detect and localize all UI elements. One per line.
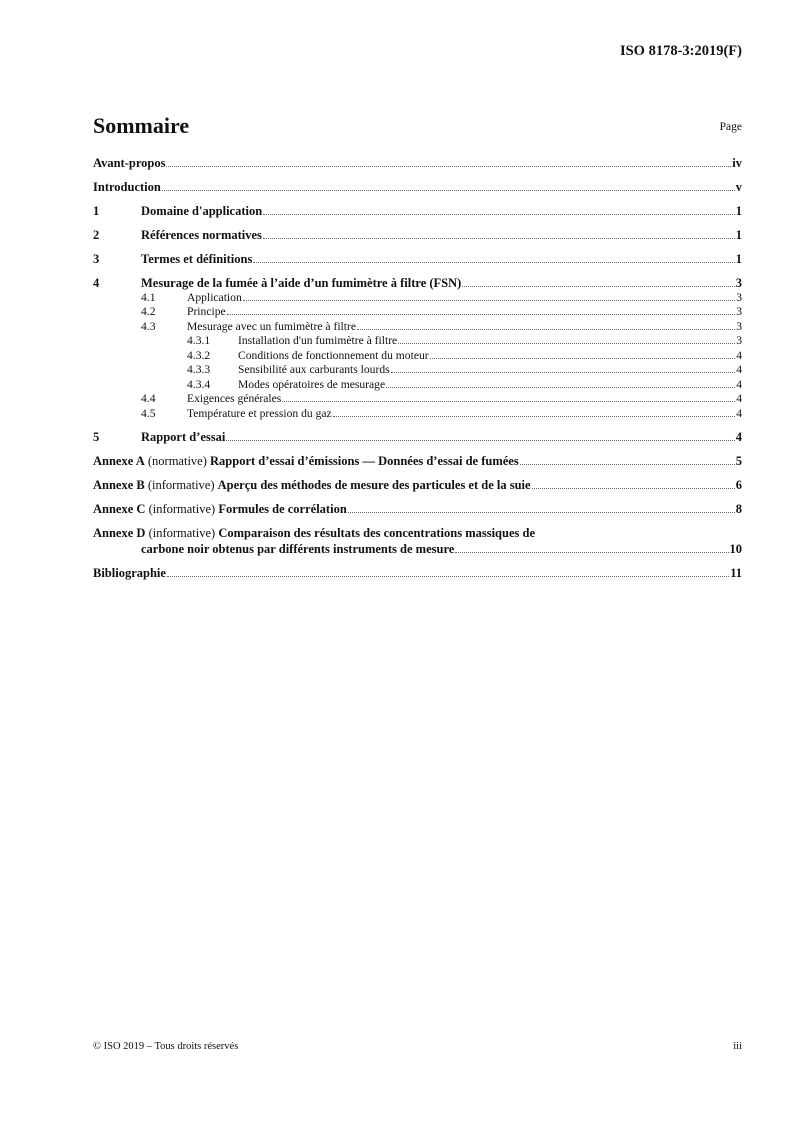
dot-leader (357, 329, 735, 330)
toc-entry-title: Sensibilité aux carburants lourds (238, 363, 390, 377)
toc-entry-number: 5 (93, 430, 100, 445)
toc-entry-title: Introduction (93, 179, 161, 194)
toc-entry-number: 4 (93, 275, 100, 290)
toc-entry-title: Avant-propos (93, 156, 166, 170)
dot-leader (398, 343, 735, 344)
toc-entry-title: Température et pression du gaz (187, 406, 332, 420)
toc-entry-page: 10 (729, 541, 742, 556)
toc-entry-page: v (735, 179, 742, 194)
annex-title: Aperçu des méthodes de mesure des particules et de la suie (217, 478, 531, 493)
toc-entry[interactable] (93, 180, 742, 195)
toc-entry-page: 1 (735, 251, 742, 266)
toc-entry-page: 4 (735, 430, 742, 445)
toc-entry-page: 6 (735, 478, 742, 493)
toc-entry[interactable] (93, 276, 742, 291)
toc-annex-entry[interactable] (93, 454, 742, 469)
toc-entry-page: 4 (736, 406, 742, 420)
toc-entry-title: Termes et définitions (141, 251, 253, 266)
annex-label: Annexe B (93, 478, 145, 493)
annex-label: Annexe C (93, 502, 146, 517)
toc-entry-number: 4.4 (141, 392, 156, 406)
toc-entry-title: Modes opératoires de mesurage (238, 377, 386, 391)
dot-leader (333, 416, 736, 417)
dot-leader (162, 190, 735, 191)
toc-entry[interactable] (93, 334, 742, 349)
toc-entry-page: 4 (736, 392, 742, 406)
annex-title-line1: Comparaison des résultats des concentrations massiques de (218, 526, 536, 541)
table-of-contents (93, 156, 742, 581)
toc-entry-page: 4 (736, 377, 742, 391)
toc-entry-title: Exigences générales (187, 392, 282, 406)
toc-entry-number: 4.2 (141, 305, 156, 319)
dot-leader (520, 464, 735, 465)
toc-entry-title: Références normatives (141, 227, 262, 242)
toc-entry-page: 8 (735, 502, 742, 517)
toc-entry-number: 4.1 (141, 290, 156, 304)
toc-entry-number: 3 (93, 251, 100, 266)
dot-leader (253, 262, 734, 263)
footer-copyright: © ISO 2019 – Tous droits réservés (93, 1041, 239, 1052)
toc-entry[interactable] (93, 204, 742, 219)
toc-entry-bibliography[interactable] (93, 566, 742, 581)
dot-leader (532, 488, 735, 489)
page-title: Sommaire (93, 113, 190, 138)
toc-entry[interactable] (93, 228, 742, 243)
dot-leader (348, 512, 735, 513)
annex-type: (informative) (148, 526, 216, 541)
annex-label: Annexe D (93, 526, 146, 541)
dot-leader (167, 576, 729, 577)
toc-entry-number: 4.3 (141, 319, 156, 333)
toc-entry-number: 4.5 (141, 406, 156, 420)
dot-leader (227, 314, 736, 315)
dot-leader (226, 440, 734, 441)
dot-leader (386, 387, 735, 388)
annex-title: Rapport d’essai d’émissions — Données d’essai de fumées (210, 454, 519, 469)
toc-entry-number: 4.3.1 (187, 334, 211, 348)
toc-entry[interactable] (93, 349, 742, 364)
toc-entry-page: 1 (735, 203, 742, 218)
toc-entry-title: Application (187, 290, 242, 304)
toc-entry-number: 4.3.3 (187, 363, 211, 377)
dot-leader (243, 300, 735, 301)
toc-entry-page: iv (732, 156, 742, 170)
toc-entry-page: 11 (730, 566, 742, 581)
toc-entry[interactable] (93, 291, 742, 306)
toc-entry[interactable] (93, 252, 742, 267)
dot-leader (282, 401, 735, 402)
toc-entry-title: Bibliographie (93, 566, 166, 581)
toc-entry[interactable] (93, 156, 742, 171)
toc-entry-page: 3 (736, 305, 742, 319)
toc-entry[interactable] (93, 378, 742, 393)
page-column-label: Page (719, 121, 742, 133)
toc-entry[interactable] (93, 430, 742, 445)
toc-annex-entry[interactable] (93, 478, 742, 493)
dot-leader (263, 238, 735, 239)
annex-title-line2: carbone noir obtenus par différents instruments de mesure (141, 541, 455, 556)
toc-entry-number: 4.3.4 (187, 377, 211, 391)
toc-entry-page: 4 (736, 363, 742, 377)
toc-entry-number: 2 (93, 227, 100, 242)
toc-entry[interactable] (93, 320, 742, 335)
dot-leader (430, 358, 736, 359)
annex-title: Formules de corrélation (218, 502, 347, 517)
toc-entry[interactable] (93, 305, 742, 320)
toc-entry-page: 3 (736, 319, 742, 333)
dot-leader (263, 214, 735, 215)
dot-leader (462, 286, 734, 287)
toc-annex-entry[interactable] (93, 502, 742, 517)
toc-entry-number: 1 (93, 203, 100, 218)
toc-entry-title: Rapport d’essai (141, 430, 226, 445)
toc-entry-title: Principe (187, 305, 226, 319)
dot-leader (455, 552, 728, 553)
toc-entry[interactable] (93, 363, 742, 378)
toc-entry[interactable] (93, 407, 742, 422)
dot-leader (166, 166, 731, 167)
footer-page-number: iii (733, 1041, 742, 1052)
toc-entry-page: 5 (735, 454, 742, 469)
document-id: ISO 8178-3:2019(F) (619, 43, 742, 59)
toc-annex-entry-d[interactable] (93, 526, 742, 557)
toc-entry-page: 3 (736, 334, 742, 348)
toc-entry-page: 3 (735, 275, 742, 290)
toc-entry-title: Installation d'un fumimètre à filtre (238, 334, 398, 348)
annex-type: (informative) (147, 478, 215, 493)
toc-entry-title: Domaine d'application (141, 203, 263, 218)
toc-entry-title: Mesurage avec un fumimètre à filtre (187, 319, 356, 333)
annex-type: (normative) (147, 454, 207, 469)
toc-entry-number: 4.3.2 (187, 348, 211, 362)
toc-entry-page: 1 (735, 227, 742, 242)
annex-type: (informative) (148, 502, 216, 517)
toc-entry-title: Mesurage de la fumée à l’aide d’un fumimètre à filtre (FSN) (141, 275, 462, 290)
dot-leader (391, 372, 736, 373)
toc-entry-page: 4 (736, 348, 742, 362)
annex-label: Annexe A (93, 454, 145, 469)
toc-entry[interactable] (93, 392, 742, 407)
toc-entry-page: 3 (736, 290, 742, 304)
toc-entry-title: Conditions de fonctionnement du moteur (238, 348, 429, 362)
